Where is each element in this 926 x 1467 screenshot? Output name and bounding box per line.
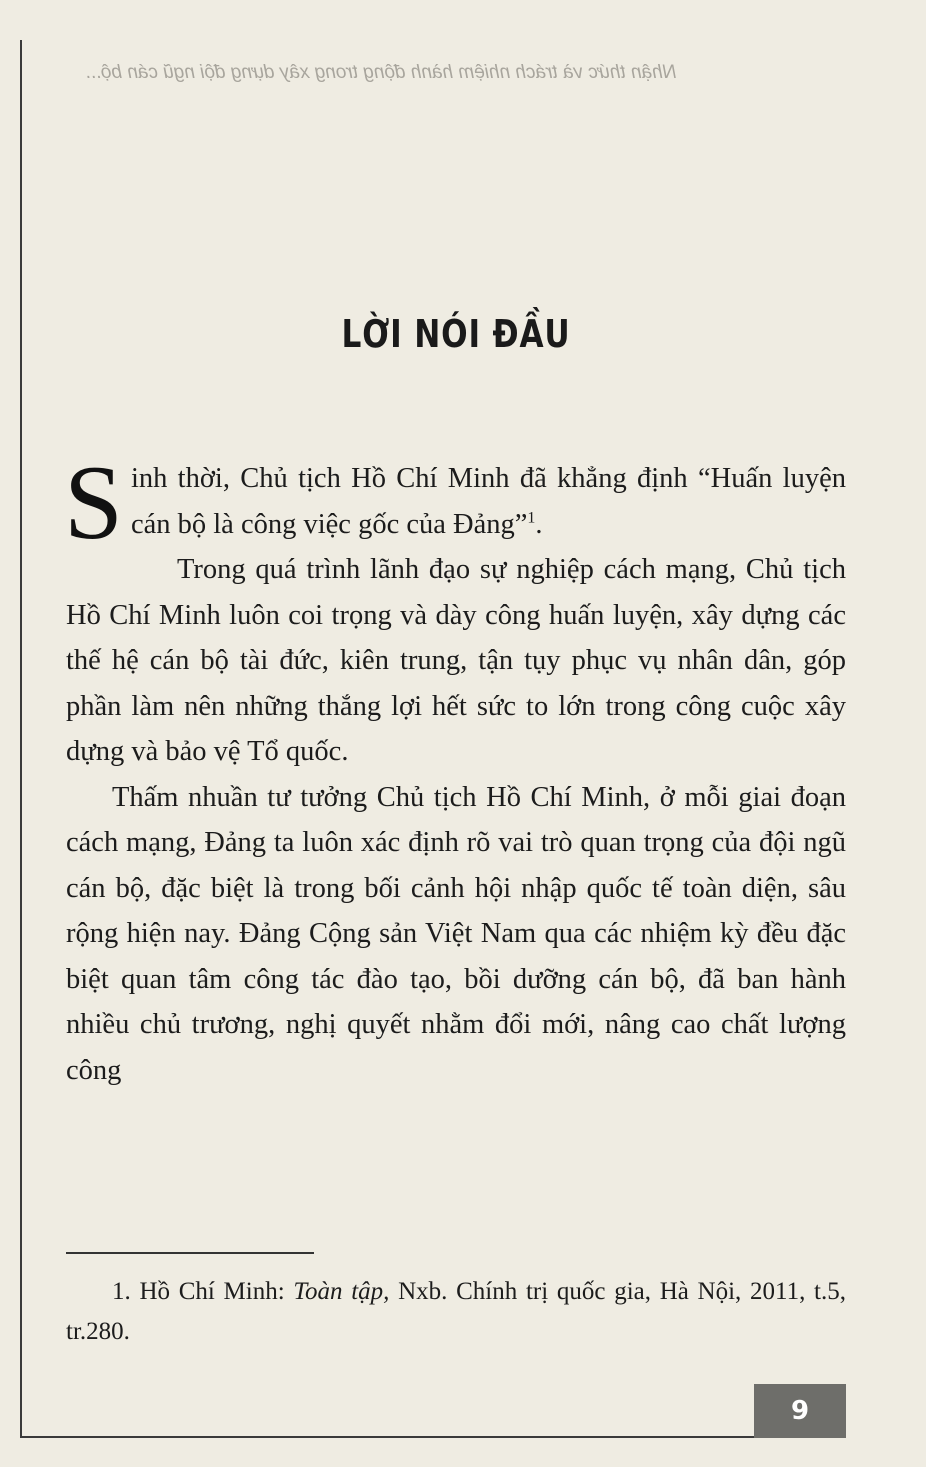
footnote-prefix: 1. Hồ Chí Minh: bbox=[112, 1278, 294, 1305]
footnote-work-title: Toàn tập, bbox=[293, 1278, 390, 1305]
paragraph-2: Trong quá trình lãnh đạo sự nghiệp cách mạng, Chủ tịch Hồ Chí Minh luôn coi trọng và dày công huấn luyện, xây dựng các thế hệ cán bộ tài đức, kiên trung, tận tụy phục vụ nhân dân, góp phần làm nên những thắng lợi hết sức to lớn trong công cuộc xây dựng và bảo vệ Tổ quốc. bbox=[66, 554, 846, 767]
footnote bbox=[66, 1272, 846, 1352]
body-text bbox=[64, 444, 846, 1093]
footnote-rest: Nxb. Chính trị quốc gia, Hà Nội, 2011, t.5, tr.280. bbox=[66, 1278, 846, 1345]
footnote-separator bbox=[66, 1252, 314, 1254]
page-number: 9 bbox=[790, 1396, 810, 1426]
bleed-through-header: Nhận thức và trách nhiệm hành động trong xây dựng đội ngũ cán bộ... bbox=[85, 62, 677, 83]
drop-cap: S bbox=[64, 444, 123, 561]
page-number-box bbox=[754, 1384, 846, 1438]
bottom-border-line bbox=[20, 1436, 846, 1438]
paragraph-3: Thấm nhuần tư tưởng Chủ tịch Hồ Chí Minh, ở mỗi giai đoạn cách mạng, Đảng ta luôn xác định rõ vai trò quan trọng của đội ngũ cán bộ, đặc biệt là trong bối cảnh hội nhập quốc tế toàn diện, sâu rộng hiện nay. Đảng Cộng sản Việt Nam qua các nhiệm kỳ đều đặc biệt quan tâm công tác đào tạo, bồi dưỡng cán bộ, đã ban hành nhiều chủ trương, nghị quyết nhằm đổi mới, nâng cao chất lượng công bbox=[66, 781, 846, 1086]
left-border-line bbox=[20, 40, 22, 1438]
page-title: LỜI NÓI ĐẦU bbox=[341, 312, 571, 356]
paragraph-1 bbox=[64, 444, 846, 561]
paragraph-1-end: . bbox=[535, 508, 543, 540]
footnote-text bbox=[66, 1272, 846, 1352]
paragraph-1-text: inh thời, Chủ tịch Hồ Chí Minh đã khẳng định “Huấn luyện cán bộ là công việc gốc của Đảng” bbox=[130, 463, 846, 540]
footnote-reference: 1 bbox=[527, 509, 536, 526]
